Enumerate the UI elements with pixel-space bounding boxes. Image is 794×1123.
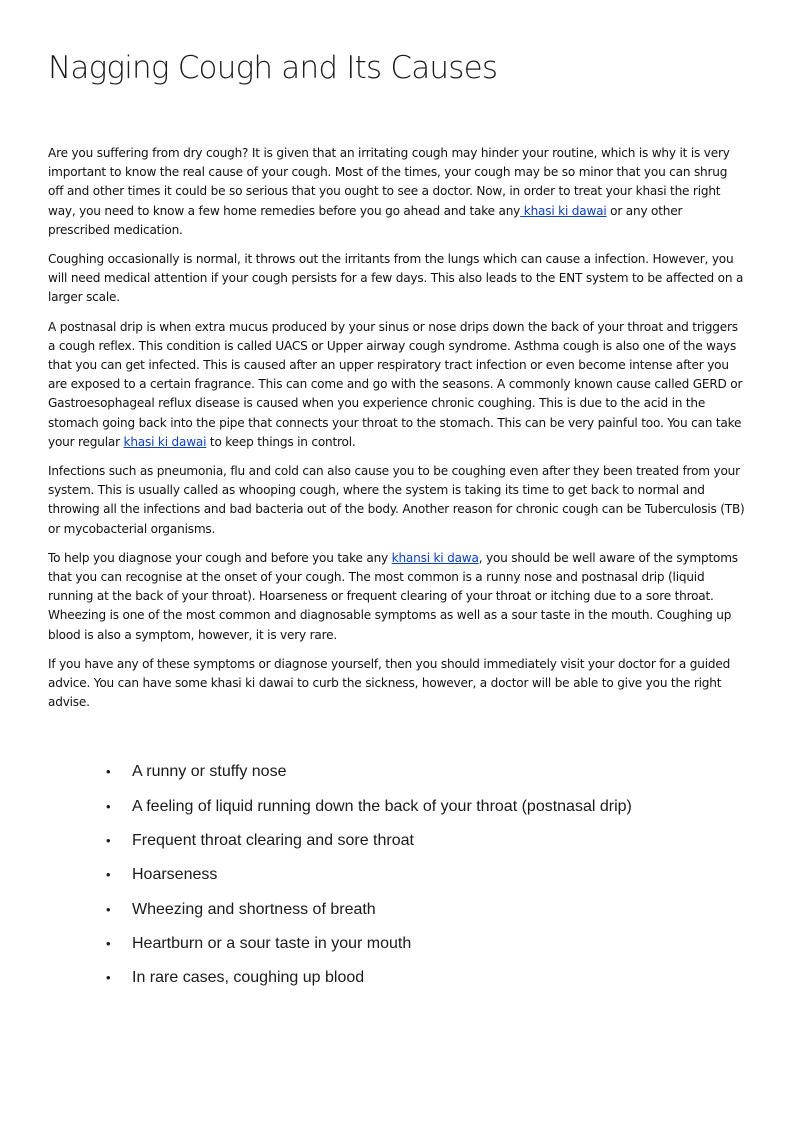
paragraph-6: If you have any of these symptoms or diagnose yourself, then you should immediately visit your doctor for a guided advice. You can have some khasi ki dawai to curb the sickness, however, a doctor will be able to give you the right advise. [48,656,731,710]
paragraph-5 [48,549,746,645]
bullet-icon: • [106,970,111,986]
list-item [106,900,746,934]
bullet-icon: • [106,833,111,849]
bullet-icon: • [106,798,111,814]
page-title: Nagging Cough and Its Causes [48,50,498,86]
khansi-ki-dawa-link[interactable]: khansi ki dawa [391,550,479,565]
list-item [106,968,746,1002]
symptom-list [48,762,746,1002]
paragraph-5-text-end: , you should be well aware of the symptoms that you can recognise at the onset of your cough. The most common is a runny nose and postnasal drip (liquid running at the back of your throat). Hoarseness or frequent clearing of your throat or itching due to a sore throat. Wheezing is one of the most common and diagnosable symptoms as well as a sour taste in the mouth. Coughing up blood is also a symptom, however, it is very rare. [48,550,738,642]
khasi-ki-dawai-link-2[interactable]: khasi ki dawai [123,434,207,449]
bullet-icon: • [106,867,111,883]
paragraph-3 [48,318,746,452]
paragraph-3-text-end: to keep things in control. [206,434,356,449]
paragraph-1-text: Are you suffering from dry cough? It is given that an irritating cough may hinder your routine, which is why it is very important to know the real cause of your cough. Most of the times, your cough may be so minor that you can shrug off and other times it could be so serious that you ought to see a doctor. Now, in order to treat your khasi the right way, you need to know a few home remedies before you go ahead and take any [48,146,730,218]
paragraph-5-text: To help you diagnose your cough and before you take any [48,550,392,565]
paragraph-3-text: A postnasal drip is when extra mucus produced by your sinus or nose drips down the back of your throat and triggers a cough reflex. This condition is called UACS or Upper airway cough syndrome. Asthma cough is also one of the ways that you can get infected. This is caused after an upper respiratory tract infection or even become intense after you are exposed to a certain fragrance. This can come and go with the seasons. A commonly known cause called GERD or Gastroesophageal reflux disease is caused when you experience chronic coughing. This is due to the acid in the stomach going back into the pipe that connects your throat to the stomach. This can be very painful too. You can take your regular [48,319,743,449]
list-item [106,762,746,796]
symptom-text: A feeling of liquid running down the back of your throat (postnasal drip) [132,797,632,815]
symptom-text: Heartburn or a sour taste in your mouth [132,934,412,952]
symptom-text: Wheezing and shortness of breath [132,900,376,918]
paragraph-4: Infections such as pneumonia, flu and cold can also cause you to be coughing even after they been treated from your system. This is usually called as whooping cough, where the system is taking its time to get back to normal and throwing all the infections and bad bacteria out of the body. Another reason for chronic cough can be Tuberculosis (TB) or mycobacterial organisms. [48,464,745,536]
paragraph-1-text-end: or any other prescribed medication. [48,203,683,237]
paragraph-1 [48,144,746,240]
list-item [106,831,746,865]
symptom-text: In rare cases, coughing up blood [132,969,365,987]
khasi-ki-dawai-link[interactable]: khasi ki dawai [520,203,607,218]
bullet-icon: • [106,764,111,780]
symptom-text: A runny or stuffy nose [132,763,287,781]
list-item [106,865,746,899]
article-body [48,144,746,712]
paragraph-2: Coughing occasionally is normal, it throws out the irritants from the lungs which can cause a infection. However, you will need medical attention if your cough persists for a few days. This also leads to the ENT system to be affected on a larger scale. [48,252,744,305]
symptom-text: Frequent throat clearing and sore throat [132,832,414,850]
bullet-icon: • [106,901,111,917]
list-item [106,934,746,968]
bullet-icon: • [106,935,111,951]
list-item [106,797,746,831]
symptom-text: Hoarseness [132,866,218,884]
